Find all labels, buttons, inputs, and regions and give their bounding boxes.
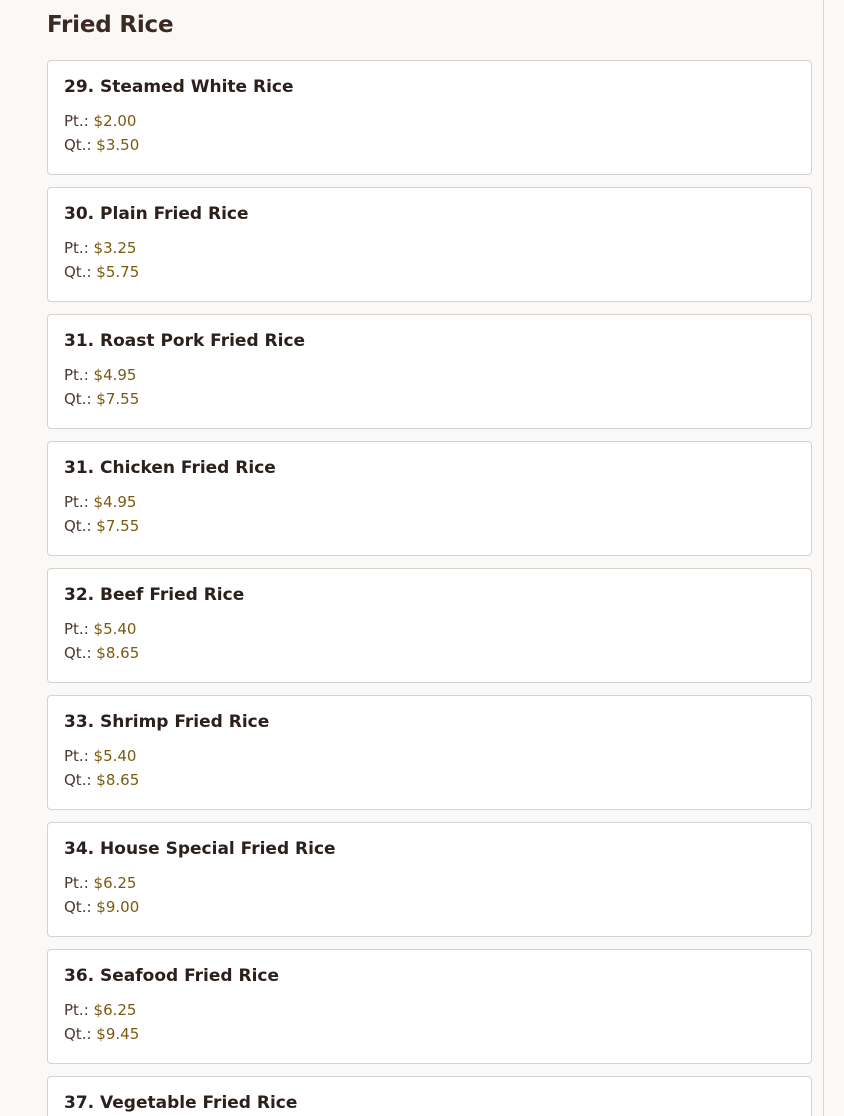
quart-price: $8.65 [96, 771, 140, 789]
pint-price: $2.00 [93, 112, 137, 130]
pint-price: $4.95 [93, 493, 137, 511]
pint-label: Pt.: [64, 366, 89, 384]
pint-price-row [64, 236, 795, 260]
pint-price: $6.25 [93, 874, 137, 892]
pint-price: $6.25 [93, 1001, 137, 1019]
pint-price-row [64, 109, 795, 133]
item-name: 32. Beef Fried Rice [64, 585, 245, 605]
pint-price: $5.40 [93, 747, 137, 765]
pint-price-row [64, 490, 795, 514]
item-name: 30. Plain Fried Rice [64, 204, 249, 224]
item-name: 36. Seafood Fried Rice [64, 966, 279, 986]
menu-item-card[interactable] [47, 1076, 812, 1116]
item-name: 31. Roast Pork Fried Rice [64, 331, 306, 351]
pint-price: $4.95 [93, 366, 137, 384]
pint-label: Pt.: [64, 112, 89, 130]
menu-item-card[interactable] [47, 441, 812, 556]
quart-price-row [64, 768, 795, 792]
pint-label: Pt.: [64, 239, 89, 257]
quart-price-row [64, 895, 795, 919]
quart-price: $7.55 [96, 517, 140, 535]
quart-price: $3.50 [96, 136, 140, 154]
menu-item-list [47, 60, 812, 1116]
menu-item-card[interactable] [47, 187, 812, 302]
pint-label: Pt.: [64, 620, 89, 638]
quart-label: Qt.: [64, 898, 92, 916]
quart-label: Qt.: [64, 263, 92, 281]
quart-price: $9.45 [96, 1025, 140, 1043]
menu-item-card[interactable] [47, 568, 812, 683]
pint-label: Pt.: [64, 493, 89, 511]
pint-price-row [64, 617, 795, 641]
quart-price-row [64, 133, 795, 157]
section-title: Fried Rice [47, 12, 174, 38]
quart-label: Qt.: [64, 644, 92, 662]
pint-price-row [64, 998, 795, 1022]
quart-price: $8.65 [96, 644, 140, 662]
item-name: 34. House Special Fried Rice [64, 839, 336, 859]
quart-price-row [64, 641, 795, 665]
menu-item-card[interactable] [47, 60, 812, 175]
item-name: 31. Chicken Fried Rice [64, 458, 276, 478]
quart-price-row [64, 260, 795, 284]
menu-item-card[interactable] [47, 949, 812, 1064]
item-name: 37. Vegetable Fried Rice [64, 1093, 298, 1113]
pint-label: Pt.: [64, 1001, 89, 1019]
pint-price-row [64, 363, 795, 387]
item-name: 29. Steamed White Rice [64, 77, 294, 97]
pint-price: $3.25 [93, 239, 137, 257]
menu-item-card[interactable] [47, 695, 812, 810]
quart-label: Qt.: [64, 136, 92, 154]
quart-label: Qt.: [64, 771, 92, 789]
quart-label: Qt.: [64, 390, 92, 408]
quart-price-row [64, 514, 795, 538]
quart-price: $7.55 [96, 390, 140, 408]
quart-label: Qt.: [64, 1025, 92, 1043]
quart-price: $9.00 [96, 898, 140, 916]
quart-price-row [64, 387, 795, 411]
quart-label: Qt.: [64, 517, 92, 535]
pint-price-row [64, 744, 795, 768]
pint-price-row [64, 871, 795, 895]
quart-price-row [64, 1022, 795, 1046]
pint-price: $5.40 [93, 620, 137, 638]
menu-item-card[interactable] [47, 822, 812, 937]
menu-item-card[interactable] [47, 314, 812, 429]
content-divider [823, 0, 824, 1116]
item-name: 33. Shrimp Fried Rice [64, 712, 270, 732]
quart-price: $5.75 [96, 263, 140, 281]
pint-label: Pt.: [64, 747, 89, 765]
pint-label: Pt.: [64, 874, 89, 892]
